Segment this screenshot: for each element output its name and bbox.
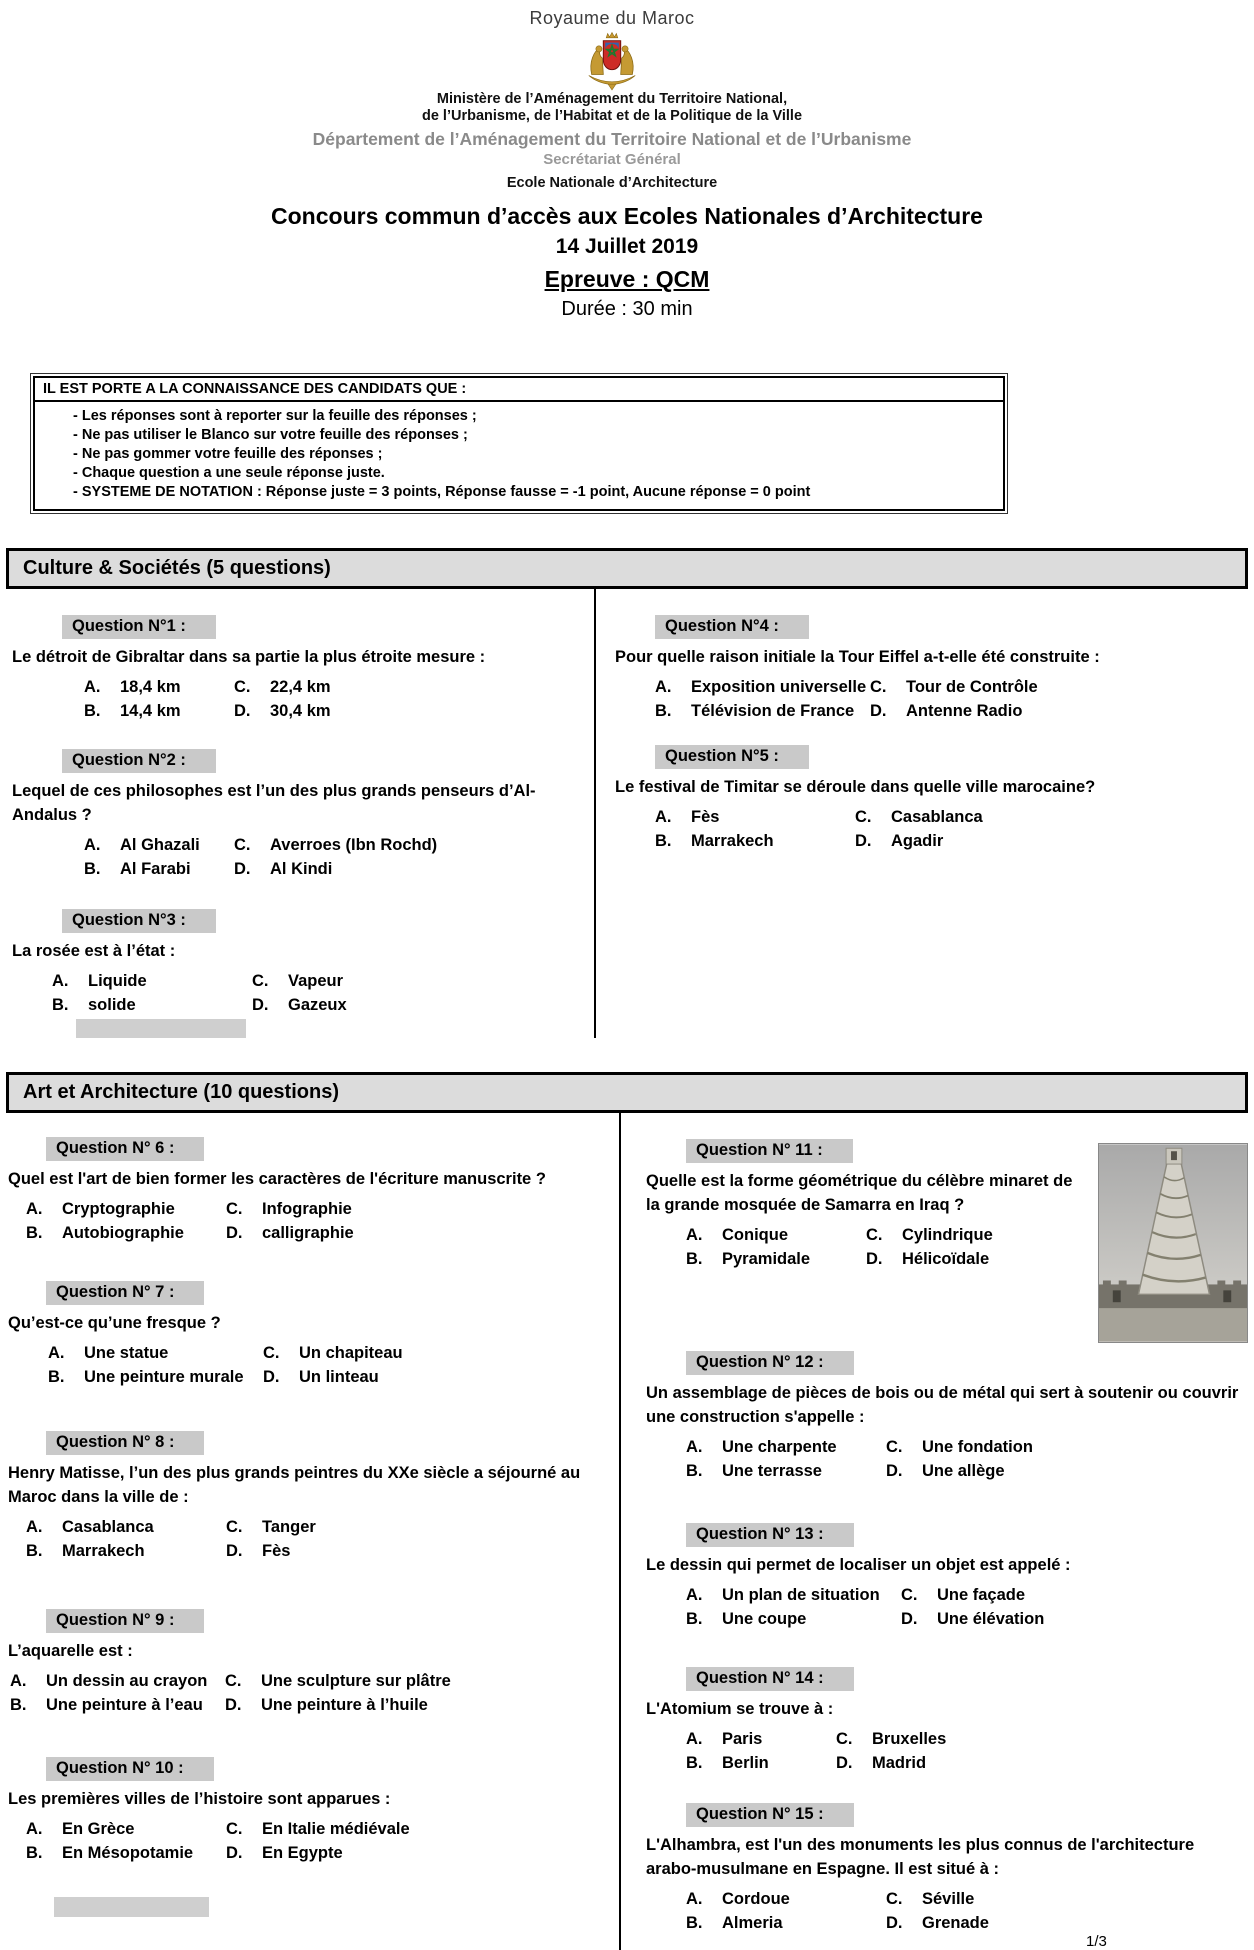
- empty-label-box: [76, 1019, 246, 1038]
- option-c: C. Une sculpture sur plâtre: [225, 1672, 451, 1690]
- notice-rules: [33, 402, 1005, 511]
- question-4: [615, 615, 1254, 721]
- option-c: C. Bruxelles: [836, 1730, 947, 1748]
- option-d: D. 30,4 km: [234, 702, 331, 720]
- question-10: [8, 1757, 619, 1917]
- option-a: A. Cryptographie: [26, 1200, 175, 1218]
- option-d: D. Grenade: [886, 1914, 989, 1932]
- empty-label-box: [54, 1897, 209, 1917]
- question-options: [686, 1585, 1254, 1629]
- question-7: [8, 1281, 619, 1387]
- option-a: A. Une charpente: [686, 1438, 837, 1456]
- option-b: B. En Mésopotamie: [26, 1844, 194, 1862]
- question-options: [26, 1517, 619, 1561]
- question-label: Question N° 13 :: [686, 1523, 854, 1547]
- option-a: A. Cordoue: [686, 1890, 790, 1908]
- question-label: Question N° 9 :: [46, 1609, 204, 1633]
- question-text: Henry Matisse, l’un des plus grands peintres du XXe siècle a séjourné au Maroc dans la ville de :: [8, 1464, 581, 1506]
- exam-duration: Durée : 30 min: [561, 298, 693, 320]
- question-label: Question N° 10 :: [46, 1757, 214, 1781]
- option-b: B. Une coupe: [686, 1610, 807, 1628]
- option-b: B. Almeria: [686, 1914, 783, 1932]
- option-a: A. En Grèce: [26, 1820, 135, 1838]
- option-b: B. Télévision de France: [655, 702, 855, 720]
- question-options: [686, 1889, 1254, 1933]
- option-d: D. Un linteau: [263, 1368, 379, 1386]
- question-text: Quel est l'art de bien former les caractères de l'écriture manuscrite ?: [8, 1170, 546, 1188]
- question-text: Qu’est-ce qu’une fresque ?: [8, 1314, 221, 1332]
- question-options: [26, 1819, 619, 1863]
- option-a: A. Casablanca: [26, 1518, 154, 1536]
- option-c: C. Séville: [886, 1890, 975, 1908]
- column-left: [0, 1113, 621, 1950]
- section-header-culture: Culture & Sociétés (5 questions): [6, 548, 1248, 589]
- exam-type: Epreuve : QCM: [544, 266, 710, 292]
- option-c: C. Casablanca: [855, 808, 983, 826]
- question-options: [10, 1671, 619, 1715]
- option-d: D. Une élévation: [901, 1610, 1045, 1628]
- notice-rule: - SYSTEME DE NOTATION : Réponse juste = 3 points, Réponse fausse = -1 point, Aucune réponse = 0 point: [73, 484, 811, 500]
- section-header-art: Art et Architecture (10 questions): [6, 1072, 1248, 1113]
- question-1: [12, 615, 594, 721]
- option-a: A. Un plan de situation: [686, 1586, 880, 1604]
- column-right: [596, 589, 1254, 1038]
- option-a: A. 18,4 km: [84, 678, 181, 696]
- option-d: D. Madrid: [836, 1754, 927, 1772]
- question-label: Question N° 8 :: [46, 1431, 204, 1455]
- option-a: A. Conique: [686, 1226, 788, 1244]
- option-b: B. Autobiographie: [26, 1224, 184, 1242]
- option-a: A. Un dessin au crayon: [10, 1672, 208, 1690]
- exam-date: 14 Juillet 2019: [555, 235, 699, 258]
- option-b: B. Marrakech: [26, 1542, 145, 1560]
- ministry-line-1: Ministère de l’Aménagement du Territoire National,: [436, 91, 788, 107]
- question-options: [655, 807, 1254, 851]
- option-c: C. Averroes (Ibn Rochd): [234, 836, 438, 854]
- notice-rule: - Chaque question a une seule réponse juste.: [73, 465, 385, 481]
- question-text: Pour quelle raison initiale la Tour Eiffel a-t-elle été construite :: [615, 648, 1100, 666]
- question-text: Lequel de ces philosophes est l’un des plus grands penseurs d’Al-Andalus ?: [12, 782, 536, 824]
- question-text: Le détroit de Gibraltar dans sa partie la plus étroite mesure :: [12, 648, 486, 666]
- option-c: C. Une façade: [901, 1586, 1026, 1604]
- exam-main-title: Concours commun d’accès aux Ecoles Nationales d’Architecture: [271, 203, 983, 229]
- question-options: [26, 1199, 619, 1243]
- question-label: Question N° 7 :: [46, 1281, 204, 1305]
- question-options: [84, 677, 594, 721]
- column-left: [0, 589, 596, 1038]
- school-title: Ecole Nationale d’Architecture: [506, 175, 718, 191]
- question-13: [646, 1523, 1254, 1629]
- question-12: [646, 1351, 1254, 1481]
- option-c: C. Cylindrique: [866, 1226, 993, 1244]
- option-d: D. Gazeux: [252, 996, 347, 1014]
- option-a: A. Liquide: [52, 972, 147, 990]
- question-text: Quelle est la forme géométrique du célèbre minaret de la grande mosquée de Samarra en Iraq ?: [646, 1172, 1073, 1214]
- section-art-body: [0, 1113, 1254, 1950]
- question-3: [12, 909, 594, 1038]
- question-6: [8, 1137, 619, 1243]
- option-b: B. 14,4 km: [84, 702, 181, 720]
- question-label: Question N° 12 :: [686, 1351, 854, 1375]
- option-b: B. solide: [52, 996, 136, 1014]
- question-text: Les premières villes de l’histoire sont apparues :: [8, 1790, 391, 1808]
- question-options: [686, 1437, 1254, 1481]
- title-block: [0, 203, 1254, 321]
- question-label: Question N°3 :: [62, 909, 216, 933]
- section-culture-body: [0, 589, 1254, 1038]
- option-a: A. Fès: [655, 808, 720, 826]
- ministry-line-2: de l’Urbanisme, de l’Habitat et de la Politique de la Ville: [421, 108, 803, 124]
- option-b: B. Al Farabi: [84, 860, 191, 878]
- morocco-coat-of-arms-icon: [583, 31, 641, 91]
- option-d: D. Hélicoïdale: [866, 1250, 990, 1268]
- department-title: Département de l’Aménagement du Territoire National et de l’Urbanisme: [312, 129, 912, 149]
- question-9: [8, 1609, 619, 1715]
- option-d: D. Al Kindi: [234, 860, 333, 878]
- column-right: [621, 1113, 1254, 1950]
- option-b: B. Berlin: [686, 1754, 769, 1772]
- question-8: [8, 1431, 619, 1561]
- option-b: B. Une peinture murale: [48, 1368, 244, 1386]
- secretariat-title: Secrétariat Général: [543, 151, 681, 168]
- question-text: Le dessin qui permet de localiser un objet est appelé :: [646, 1556, 1071, 1574]
- question-options: [52, 971, 594, 1015]
- question-text: L'Alhambra, est l'un des monuments les plus connus de l'architecture arabo-musulmane en Espagne. Il est situé à :: [646, 1836, 1195, 1878]
- notice-rule: - Les réponses sont à reporter sur la feuille des réponses ;: [73, 408, 477, 424]
- question-options: [686, 1729, 1254, 1773]
- option-b: B. Marrakech: [655, 832, 774, 850]
- question-2: [12, 749, 594, 879]
- question-options: [84, 835, 594, 879]
- question-text: L'Atomium se trouve à :: [646, 1700, 834, 1718]
- option-d: D. Fès: [226, 1542, 291, 1560]
- option-c: C. 22,4 km: [234, 678, 331, 696]
- option-c: C. Vapeur: [252, 972, 344, 990]
- question-options: [686, 1225, 1098, 1269]
- question-label: Question N° 11 :: [686, 1139, 853, 1163]
- question-text: L’aquarelle est :: [8, 1642, 133, 1660]
- option-d: D. Une peinture à l’huile: [225, 1696, 428, 1714]
- question-text: Un assemblage de pièces de bois ou de métal qui sert à soutenir ou couvrir une construction s'appelle :: [646, 1384, 1239, 1426]
- option-d: D. Une allège: [886, 1462, 1005, 1480]
- question-label: Question N°5 :: [655, 745, 809, 769]
- option-c: C. Tour de Contrôle: [870, 678, 1038, 696]
- option-c: C. En Italie médiévale: [226, 1820, 410, 1838]
- question-label: Question N°4 :: [655, 615, 809, 639]
- question-5: [615, 745, 1254, 851]
- option-a: A. Une statue: [48, 1344, 169, 1362]
- option-d: D. Agadir: [855, 832, 944, 850]
- notice-rule: - Ne pas utiliser le Blanco sur votre feuille des réponses ;: [73, 427, 468, 443]
- option-c: C. Une fondation: [886, 1438, 1033, 1456]
- question-options: [655, 677, 1254, 721]
- option-b: B. Pyramidale: [686, 1250, 811, 1268]
- option-c: C. Tanger: [226, 1518, 316, 1536]
- option-c: C. Infographie: [226, 1200, 352, 1218]
- notice-rule: - Ne pas gommer votre feuille des réponses ;: [73, 446, 383, 462]
- option-d: D. calligraphie: [226, 1224, 354, 1242]
- option-b: B. Une terrasse: [686, 1462, 822, 1480]
- option-d: D. En Egypte: [226, 1844, 343, 1862]
- page-number: 1/3: [1086, 1933, 1107, 1950]
- question-label: Question N°2 :: [62, 749, 216, 773]
- question-text: Le festival de Timitar se déroule dans quelle ville marocaine?: [615, 778, 1096, 796]
- question-options: [48, 1343, 619, 1387]
- option-a: A. Paris: [686, 1730, 763, 1748]
- question-label: Question N° 14 :: [686, 1667, 854, 1691]
- option-b: B. Une peinture à l’eau: [10, 1696, 203, 1714]
- question-14: [646, 1667, 1254, 1773]
- samarra-spiral-minaret-photo: [1098, 1143, 1248, 1343]
- option-a: A. Al Ghazali: [84, 836, 200, 854]
- document-header: [0, 0, 1224, 191]
- question-text: La rosée est à l’état :: [12, 942, 176, 960]
- question-label: Question N°1 :: [62, 615, 216, 639]
- question-label: Question N° 6 :: [46, 1137, 204, 1161]
- option-d: D. Antenne Radio: [870, 702, 1023, 720]
- kingdom-title: Royaume du Maroc: [529, 8, 695, 28]
- option-a: A. Exposition universelle: [655, 678, 867, 696]
- question-label: Question N° 15 :: [686, 1803, 854, 1827]
- notice-box: [30, 373, 1008, 514]
- question-15: [646, 1803, 1254, 1933]
- option-c: C. Un chapiteau: [263, 1344, 403, 1362]
- notice-heading: IL EST PORTE A LA CONNAISSANCE DES CANDIDATS QUE :: [33, 376, 1005, 402]
- question-11: [646, 1139, 1254, 1343]
